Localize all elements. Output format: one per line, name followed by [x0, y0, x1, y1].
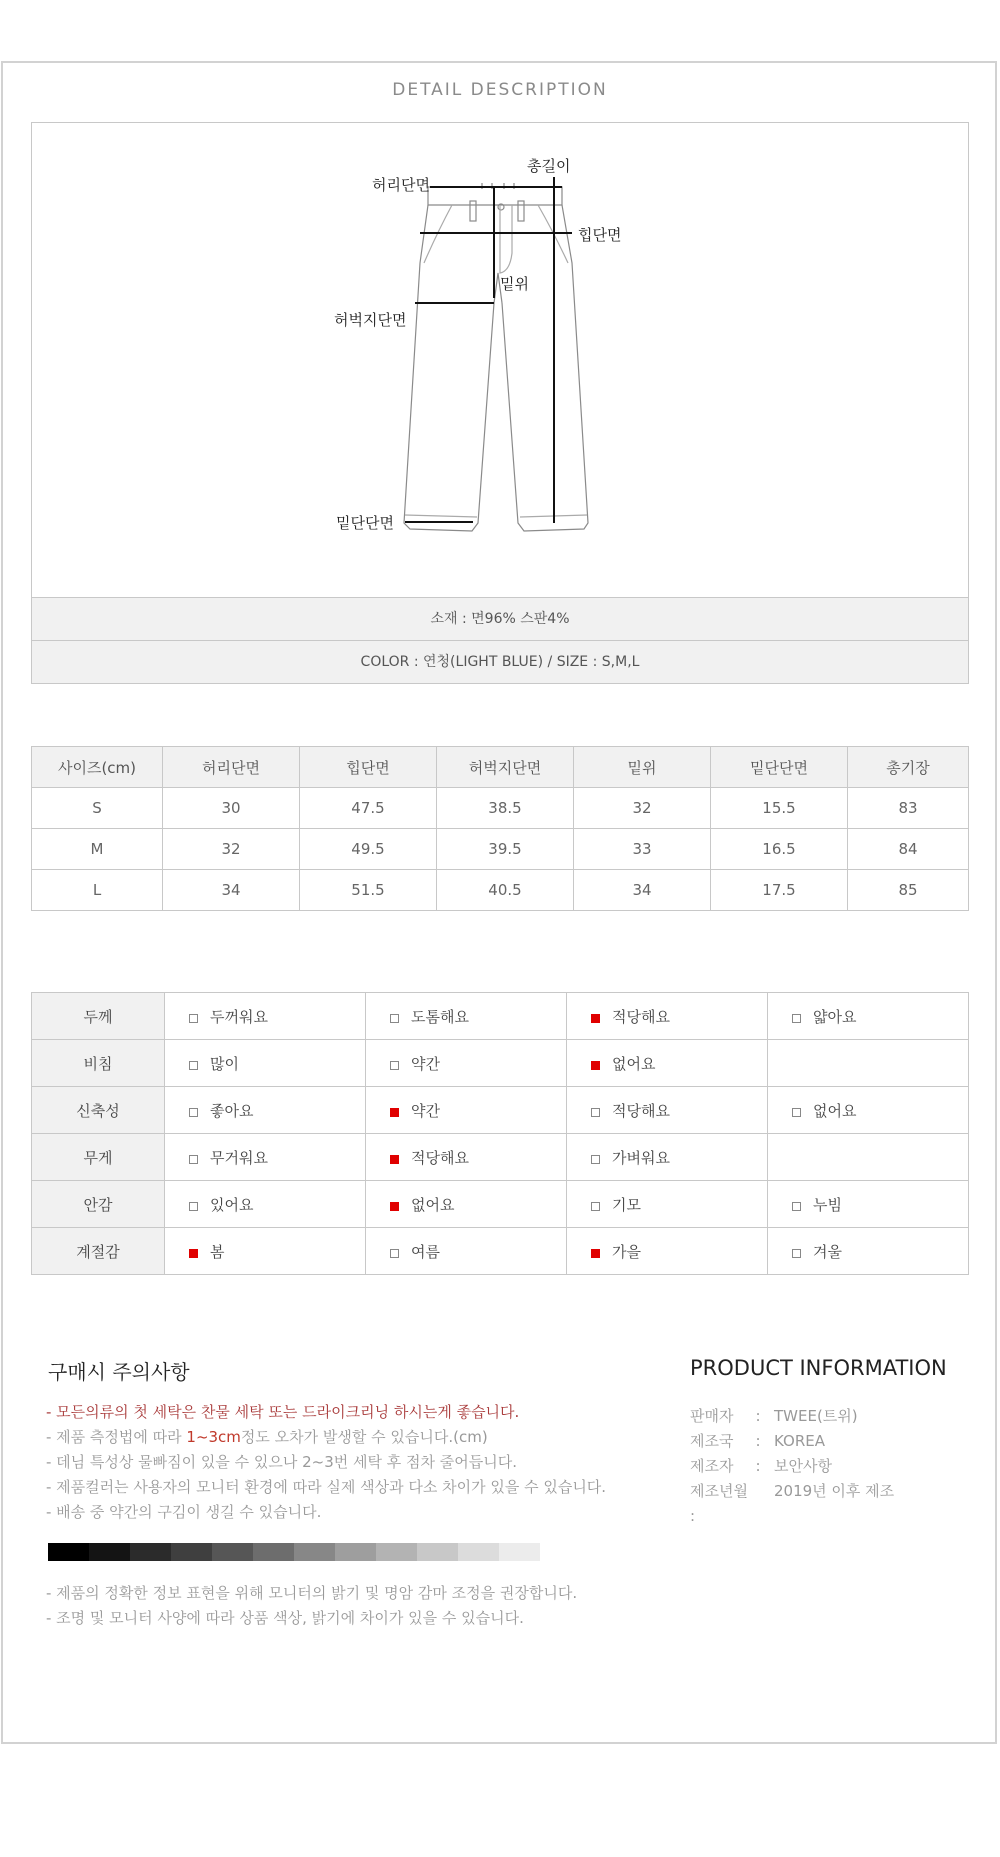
gray-swatch: [417, 1543, 458, 1561]
product-info-sep: :: [755, 1457, 761, 1475]
notice-item-measure-highlight: 1~3cm: [186, 1428, 241, 1446]
unchecked-box-icon: [189, 1108, 198, 1117]
size-header-cell: 밑위: [574, 747, 711, 788]
feel-row: [32, 1087, 969, 1134]
size-table: [31, 746, 969, 911]
size-cell: 49.5: [300, 829, 437, 870]
footnote-lighting: - 조명 및 모니터 사양에 따라 상품 색상, 밝기에 차이가 있을 수 있습니다.: [46, 1609, 524, 1627]
size-header-cell: 밑단단면: [711, 747, 848, 788]
feel-option-cell: [366, 1134, 567, 1181]
size-cell: 84: [848, 829, 969, 870]
size-cell: 34: [163, 870, 300, 911]
feel-option-cell: [567, 1181, 768, 1228]
feel-option-label: 여름: [411, 1242, 440, 1261]
size-header-cell: 힙단면: [300, 747, 437, 788]
gray-swatch: [48, 1543, 89, 1561]
feel-row-label: 비침: [32, 1040, 165, 1087]
feel-row: [32, 1228, 969, 1275]
feel-option-label: 적당해요: [612, 1007, 670, 1026]
feel-option-cell: [768, 1087, 969, 1134]
feel-row: [32, 1181, 969, 1228]
feel-option-label: 무거워요: [210, 1148, 268, 1167]
notice-item-wash: - 모든의류의 첫 세탁은 찬물 세탁 또는 드라이크리닝 하시는게 좋습니다.: [46, 1403, 520, 1421]
size-cell: 85: [848, 870, 969, 911]
unchecked-box-icon: [591, 1108, 600, 1117]
footnote-list: [46, 1581, 577, 1631]
unchecked-box-icon: [792, 1202, 801, 1211]
pants-measurement-diagram: [32, 123, 968, 597]
size-cell: 32: [574, 788, 711, 829]
product-info-sep: :: [755, 1407, 761, 1425]
size-cell: 47.5: [300, 788, 437, 829]
gray-swatch: [335, 1543, 376, 1561]
feel-option-cell: [366, 1228, 567, 1275]
feel-option-cell: [165, 1087, 366, 1134]
feel-row-label: 계절감: [32, 1228, 165, 1275]
measurement-lines: [405, 177, 572, 523]
checked-box-icon: [591, 1061, 600, 1070]
size-cell: 83: [848, 788, 969, 829]
feel-option-label: 겨울: [813, 1242, 842, 1261]
feel-option-cell: [165, 1040, 366, 1087]
size-cell: 15.5: [711, 788, 848, 829]
feel-option-cell: [366, 1040, 567, 1087]
product-info-value: KOREA: [774, 1432, 825, 1450]
product-info-row: [690, 1404, 894, 1429]
table-row: [32, 788, 969, 829]
product-info-title: PRODUCT INFORMATION: [690, 1356, 947, 1380]
feel-row: [32, 1040, 969, 1087]
checked-box-icon: [390, 1108, 399, 1117]
feel-option-label: 가을: [612, 1242, 641, 1261]
feel-option-label: 적당해요: [411, 1148, 469, 1167]
unchecked-box-icon: [189, 1155, 198, 1164]
feel-option-cell: [567, 1040, 768, 1087]
notice-list: [46, 1400, 606, 1525]
label-total-length: 총길이: [527, 157, 571, 175]
feel-option-cell: [768, 1228, 969, 1275]
feel-option-cell: [567, 1087, 768, 1134]
checked-box-icon: [390, 1202, 399, 1211]
checked-box-icon: [591, 1014, 600, 1023]
label-hem: 밑단단면: [336, 514, 394, 532]
size-cell: 30: [163, 788, 300, 829]
product-info-key: 판매자: [690, 1407, 734, 1425]
size-cell: 32: [163, 829, 300, 870]
product-info-table: [690, 1404, 894, 1529]
table-row: [32, 870, 969, 911]
unchecked-box-icon: [792, 1108, 801, 1117]
product-info-value: TWEE(트위): [774, 1407, 858, 1425]
unchecked-box-icon: [792, 1249, 801, 1258]
product-info-value: 2019년 이후 제조: [774, 1482, 895, 1500]
product-info-row: [690, 1454, 894, 1479]
label-waist: 허리단면: [372, 176, 430, 194]
feel-option-cell: [165, 1134, 366, 1181]
feel-option-cell: [165, 993, 366, 1040]
size-cell: 17.5: [711, 870, 848, 911]
unchecked-box-icon: [390, 1014, 399, 1023]
size-table-header: [32, 747, 969, 788]
label-hip: 힙단면: [578, 226, 622, 244]
size-cell: 51.5: [300, 870, 437, 911]
feel-option-label: 봄: [210, 1242, 225, 1261]
feel-option-cell: [768, 1134, 969, 1181]
feel-option-label: 많이: [210, 1054, 239, 1073]
feel-option-label: 있어요: [210, 1195, 254, 1214]
size-cell: 16.5: [711, 829, 848, 870]
notice-item-denim: - 데님 특성상 물빠짐이 있을 수 있으나 2~3번 세탁 후 점차 줄어듭니다.: [46, 1453, 518, 1471]
size-cell: 38.5: [437, 788, 574, 829]
product-info-sep: [750, 1479, 766, 1529]
unchecked-box-icon: [189, 1202, 198, 1211]
feel-option-label: 없어요: [612, 1054, 656, 1073]
feel-option-label: 누빔: [813, 1195, 842, 1214]
size-cell: 39.5: [437, 829, 574, 870]
notice-item-measure-suffix: 정도 오차가 발생할 수 있습니다.(cm): [240, 1428, 488, 1446]
feel-option-label: 없어요: [813, 1101, 857, 1120]
label-thigh: 허벅지단면: [334, 311, 407, 329]
feel-option-label: 적당해요: [612, 1101, 670, 1120]
notice-item-shipping: - 배송 중 약간의 구김이 생길 수 있습니다.: [46, 1503, 322, 1521]
feel-row-label: 안감: [32, 1181, 165, 1228]
unchecked-box-icon: [390, 1249, 399, 1258]
gray-swatch: [130, 1543, 171, 1561]
label-rise: 밑위: [500, 275, 529, 293]
feel-option-label: 약간: [411, 1101, 440, 1120]
notice-item-measure-prefix: - 제품 측정법에 따라: [46, 1428, 187, 1446]
unchecked-box-icon: [189, 1014, 198, 1023]
gray-swatch: [171, 1543, 212, 1561]
feel-option-label: 약간: [411, 1054, 440, 1073]
feel-option-cell: [567, 1134, 768, 1181]
feel-option-cell: [165, 1228, 366, 1275]
product-info-value: 보안사항: [774, 1457, 832, 1475]
gray-scale-bar: [48, 1543, 540, 1561]
feel-option-cell: [768, 993, 969, 1040]
size-cell: 33: [574, 829, 711, 870]
gray-swatch: [212, 1543, 253, 1561]
feel-option-label: 좋아요: [210, 1101, 254, 1120]
product-info-sep: :: [755, 1432, 761, 1450]
footnote-monitor: - 제품의 정확한 정보 표현을 위해 모니터의 밝기 및 명암 감마 조정을 권장합니다.: [46, 1584, 578, 1602]
product-info-key: 제조국: [690, 1432, 734, 1450]
feel-option-cell: [366, 1087, 567, 1134]
size-cell: M: [32, 829, 163, 870]
gray-swatch: [253, 1543, 294, 1561]
feel-row-label: 신축성: [32, 1087, 165, 1134]
product-info-key: 제조자: [690, 1457, 734, 1475]
feel-option-label: 없어요: [411, 1195, 455, 1214]
gray-swatch: [294, 1543, 335, 1561]
feel-row: [32, 1134, 969, 1181]
feel-row-label: 두께: [32, 993, 165, 1040]
checked-box-icon: [390, 1155, 399, 1164]
product-info-row: [690, 1429, 894, 1454]
feel-option-cell: [567, 993, 768, 1040]
feel-option-label: 도톰해요: [411, 1007, 469, 1026]
unchecked-box-icon: [390, 1061, 399, 1070]
feel-option-cell: [165, 1181, 366, 1228]
pants-outline: [404, 183, 588, 531]
feel-option-label: 가벼워요: [612, 1148, 670, 1167]
feel-option-cell: [768, 1040, 969, 1087]
size-cell: 40.5: [437, 870, 574, 911]
size-cell: L: [32, 870, 163, 911]
feel-row: [32, 993, 969, 1040]
feel-option-label: 얇아요: [813, 1007, 857, 1026]
gray-swatch: [499, 1543, 540, 1561]
gray-swatch: [458, 1543, 499, 1561]
feel-option-cell: [768, 1181, 969, 1228]
size-header-cell: 사이즈(cm): [32, 747, 163, 788]
color-size-row: COLOR : 연청(LIGHT BLUE) / SIZE : S,M,L: [32, 640, 968, 683]
unchecked-box-icon: [591, 1202, 600, 1211]
feel-row-label: 무게: [32, 1134, 165, 1181]
unchecked-box-icon: [591, 1155, 600, 1164]
feel-option-label: 두꺼워요: [210, 1007, 268, 1026]
product-info-row: [690, 1479, 894, 1529]
size-header-cell: 허벅지단면: [437, 747, 574, 788]
gray-swatch: [89, 1543, 130, 1561]
product-info-key: 제조년월 :: [690, 1482, 748, 1525]
feel-option-cell: [366, 1181, 567, 1228]
feel-option-cell: [567, 1228, 768, 1275]
size-header-cell: 총기장: [848, 747, 969, 788]
material-row: 소재 : 면96% 스판4%: [32, 597, 968, 640]
size-header-cell: 허리단면: [163, 747, 300, 788]
checked-box-icon: [591, 1249, 600, 1258]
fabric-feel-table: [31, 992, 969, 1275]
feel-option-cell: [366, 993, 567, 1040]
table-row: [32, 829, 969, 870]
notice-item-measure: [46, 1425, 606, 1450]
pants-diagram-box: [31, 122, 969, 684]
gray-swatch: [376, 1543, 417, 1561]
unchecked-box-icon: [189, 1061, 198, 1070]
feel-option-label: 기모: [612, 1195, 641, 1214]
section-title: DETAIL DESCRIPTION: [392, 80, 608, 100]
unchecked-box-icon: [792, 1014, 801, 1023]
size-cell: S: [32, 788, 163, 829]
notice-title: 구매시 주의사항: [48, 1360, 190, 1384]
checked-box-icon: [189, 1249, 198, 1258]
notice-item-color: - 제품컬러는 사용자의 모니터 환경에 따라 실제 색상과 다소 차이가 있을 수 있습니다.: [46, 1478, 607, 1496]
size-cell: 34: [574, 870, 711, 911]
